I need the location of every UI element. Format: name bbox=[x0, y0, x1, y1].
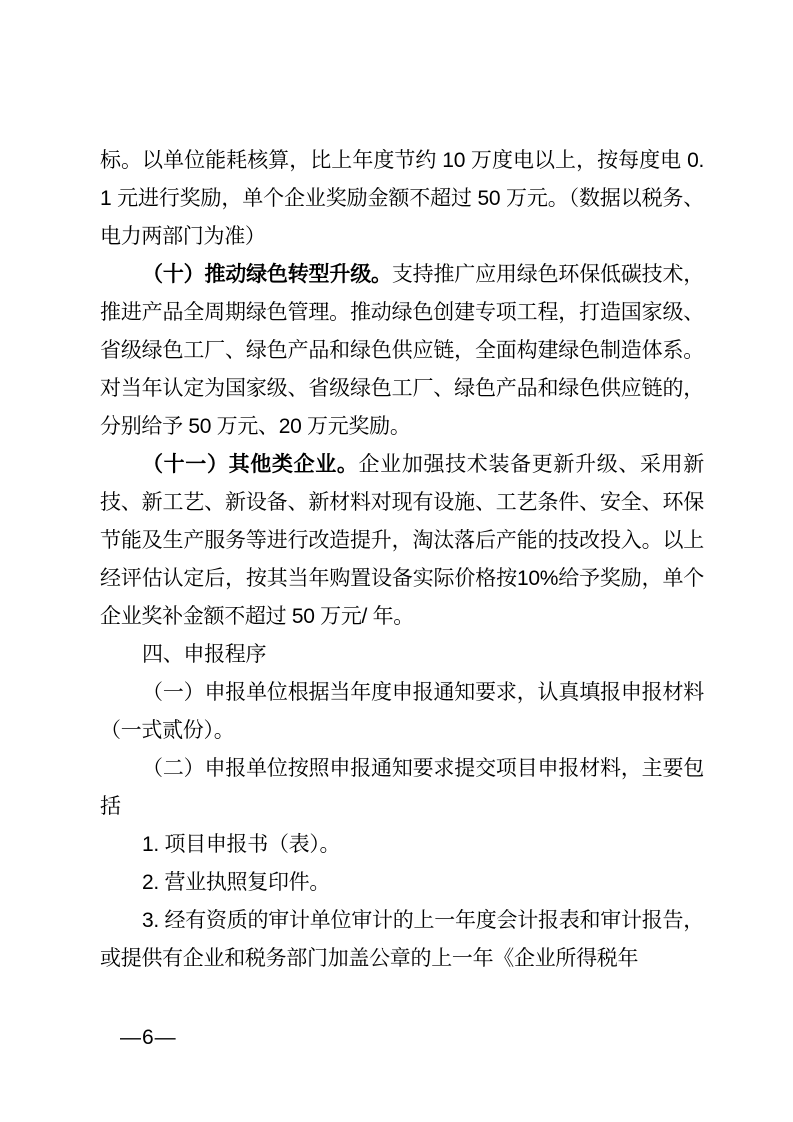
clause-11-paragraph bbox=[100, 446, 704, 636]
list-item-text: 1. 项目申报书（表）。 bbox=[142, 833, 341, 856]
section-heading-text: 四、申报程序 bbox=[142, 643, 267, 666]
clause-10-paragraph bbox=[100, 256, 704, 446]
clause-11-lead: （十一）其他类企业。 bbox=[142, 453, 359, 476]
paragraph-text: （一）申报单位根据当年度申报通知要求，认真填报申报材料（一式贰份）。 bbox=[100, 681, 704, 742]
item-1-paragraph bbox=[100, 674, 704, 750]
list-item-1 bbox=[100, 826, 704, 864]
section-heading bbox=[100, 636, 704, 674]
clause-10-lead: （十）推动绿色转型升级。 bbox=[142, 263, 392, 286]
paragraph-text: （二）申报单位按照申报通知要求提交项目申报材料，主要包括 bbox=[100, 757, 704, 818]
item-2-paragraph bbox=[100, 750, 704, 826]
paragraph-continuation bbox=[100, 142, 704, 256]
list-item-2 bbox=[100, 864, 704, 902]
paragraph-text: 支持推广应用绿色环保低碳技术，推进产品全周期绿色管理。推动绿色创建专项工程，打造国家级、省级绿色工厂、绿色产品和绿色供应链，全面构建绿色制造体系。对当年认定为国家级、省级绿色工厂、绿色产品和绿色供应链的，分别给予 50 万元、20 万元奖励。 bbox=[100, 263, 704, 438]
paragraph-text: 标。以单位能耗核算，比上年度节约 10 万度电以上，按每度电 0.1 元进行奖励，单个企业奖励金额不超过 50 万元。（数据以税务、电力两部门为准） bbox=[100, 149, 704, 248]
list-item-3 bbox=[100, 902, 704, 978]
list-item-text: 3. 经有资质的审计单位审计的上一年度会计报表和审计报告，或提供有企业和税务部门加盖公章的上一年《企业所得税年 bbox=[100, 909, 704, 970]
page-number: —6— bbox=[120, 1026, 177, 1049]
document-body bbox=[100, 142, 704, 978]
list-item-text: 2. 营业执照复印件。 bbox=[142, 871, 331, 894]
paragraph-text: 企业加强技术装备更新升级、采用新技、新工艺、新设备、新材料对现有设施、工艺条件、安全、环保节能及生产服务等进行改造提升，淘汰落后产能的技改投入。以上经评估认定后，按其当年购置设备实际价格按10%给予奖励，单个企业奖补金额不超过 50 万元/ 年。 bbox=[100, 453, 705, 628]
